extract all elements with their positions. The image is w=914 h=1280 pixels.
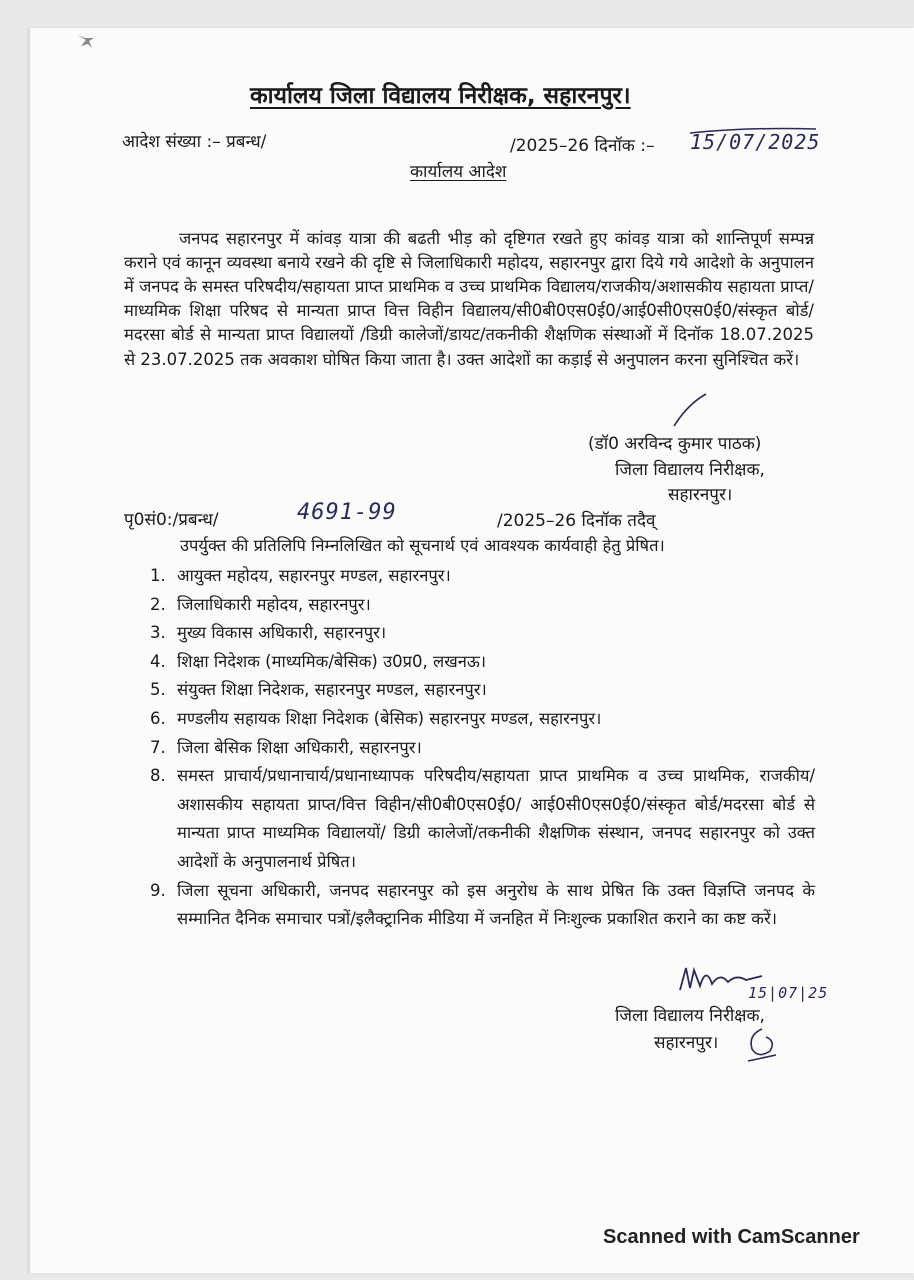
signatory-designation: जिला विद्यालय निरीक्षक, [615, 1006, 765, 1026]
scanner-watermark: Scanned with CamScanner [603, 1226, 860, 1248]
endorsement-intro: उपर्युक्त की प्रतिलिपि निम्नलिखित को सूचनार्थ एवं आवश्यक कार्यवाही हेतु प्रेषित। [180, 536, 665, 555]
office-title: कार्यालय जिला विद्यालय निरीक्षक, सहारनपुर। [250, 83, 631, 109]
initial-stroke-mark [670, 392, 710, 428]
ink-stain-mark [74, 32, 98, 50]
order-body-paragraph: जनपद सहारनपुर में कांवड़ यात्रा की बढती भीड़ को दृष्टिगत रखते हुए कांवड़ यात्रा को शान्तिपूर्ण सम्पन्न कराने एवं कानून व्यवस्था बनाये रखने की दृष्टि से जिलाधिकारी महोदय, सहारनपुर द्वारा दिये गये आदेशो के अनुपालन में जनपद के समस्त परिषदीय/सहायता प्राप्त प्राथमिक व उच्च प्राथमिक विद्यालय/राजकीय/अशासकीय सहायता प्राप्त/माध्यमिक शिक्षा परिषद से मान्यता प्राप्त वित्त विहीन विद्यालय/सी0बी0एस0ई0/आई0सी0एस0ई0/संस्कृत बोर्ड/मदरसा बोर्ड से मान्यता प्राप्त विद्यालयों /डिग्री कालेजों/डायट/तकनीकी शैक्षणिक संस्थाओं में दिनॉक 18.07.2025 से 23.07.2025 तक अवकाश घोषित किया जाता है। उक्त आदेशों का कड़ाई से अनुपालन करना सुनिश्चित करें। [124, 228, 814, 369]
initials-scribble [742, 1025, 782, 1067]
list-item: 2. जिलाधिकारी महोदय, सहारनपुर। [150, 594, 371, 614]
order-year-date-label: /2025–26 दिनॉक :– [510, 136, 655, 156]
list-item: 7. जिला बेसिक शिक्षा अधिकारी, सहारनपुर। [150, 737, 422, 757]
list-item: 4. शिक्षा निदेशक (माध्यमिक/बेसिक) उ0प्र0, लखनऊ। [150, 651, 487, 671]
order-number: आदेश संख्या :– प्रबन्ध/ [122, 132, 267, 152]
list-item: 6. मण्डलीय सहायक शिक्षा निदेशक (बेसिक) सहारनपुर मण्डल, सहारनपुर। [150, 708, 602, 728]
date-underline-stroke [688, 125, 818, 135]
list-item: 9. जिला सूचना अधिकारी, जनपद सहारनपुर को इस अनुरोध के साथ प्रेषित कि उक्त विज्ञप्ति जनपद के सम्मानित दैनिक समाचार पत्रों/इलैक्ट्रानिक मीडिया में जनहित में निःशुल्क प्रकाशित कराने का कष्ट करें। [150, 880, 815, 929]
signatory-place: सहारनपुर। [654, 1033, 719, 1053]
list-item: 8. समस्त प्राचार्य/प्रधानाचार्य/प्रधानाध्यापक परिषदीय/सहायता प्राप्त प्राथमिक व उच्च प्राथमिक, राजकीय/अशासकीय सहायता प्राप्त/वित्त विहीन/सी0बी0एस0ई0/ आई0सी0एस0ई0/संस्कृत बोर्ड/मदरसा बोर्ड से मान्यता प्राप्त माध्यमिक विद्यालयों/ डिग्री कालेजों/तकनीकी शैक्षणिक संस्थान, जनपद सहारनपुर को उक्त आदेशों के अनुपालनार्थ प्रेषित। [150, 766, 815, 871]
signature-date: 15|07|25 [748, 984, 829, 1002]
officer-name: (डॉ0 अरविन्द कुमार पाठक) [588, 434, 762, 454]
order-subtitle: कार्यालय आदेश [410, 162, 507, 182]
officer-designation: जिला विद्यालय निरीक्षक, [615, 460, 765, 480]
handwritten-dispatch-number: 4691-99 [297, 500, 397, 525]
officer-place: सहारनपुर। [668, 485, 733, 505]
endorsement-year-date: /2025–26 दिनॉक तदैव् [497, 511, 656, 531]
list-item: 3. मुख्य विकास अधिकारी, सहारनपुर। [150, 623, 387, 643]
handwritten-date: 15/07/2025 [690, 130, 821, 154]
list-item: 1. आयुक्त महोदय, सहारनपुर मण्डल, सहारनपुर। [150, 566, 451, 585]
endorsement-reference: पृ0सं0:/प्रबन्ध/ [124, 510, 219, 530]
recipients-list [150, 562, 815, 934]
list-item: 5. संयुक्त शिक्षा निदेशक, सहारनपुर मण्डल, सहारनपुर। [150, 680, 487, 700]
